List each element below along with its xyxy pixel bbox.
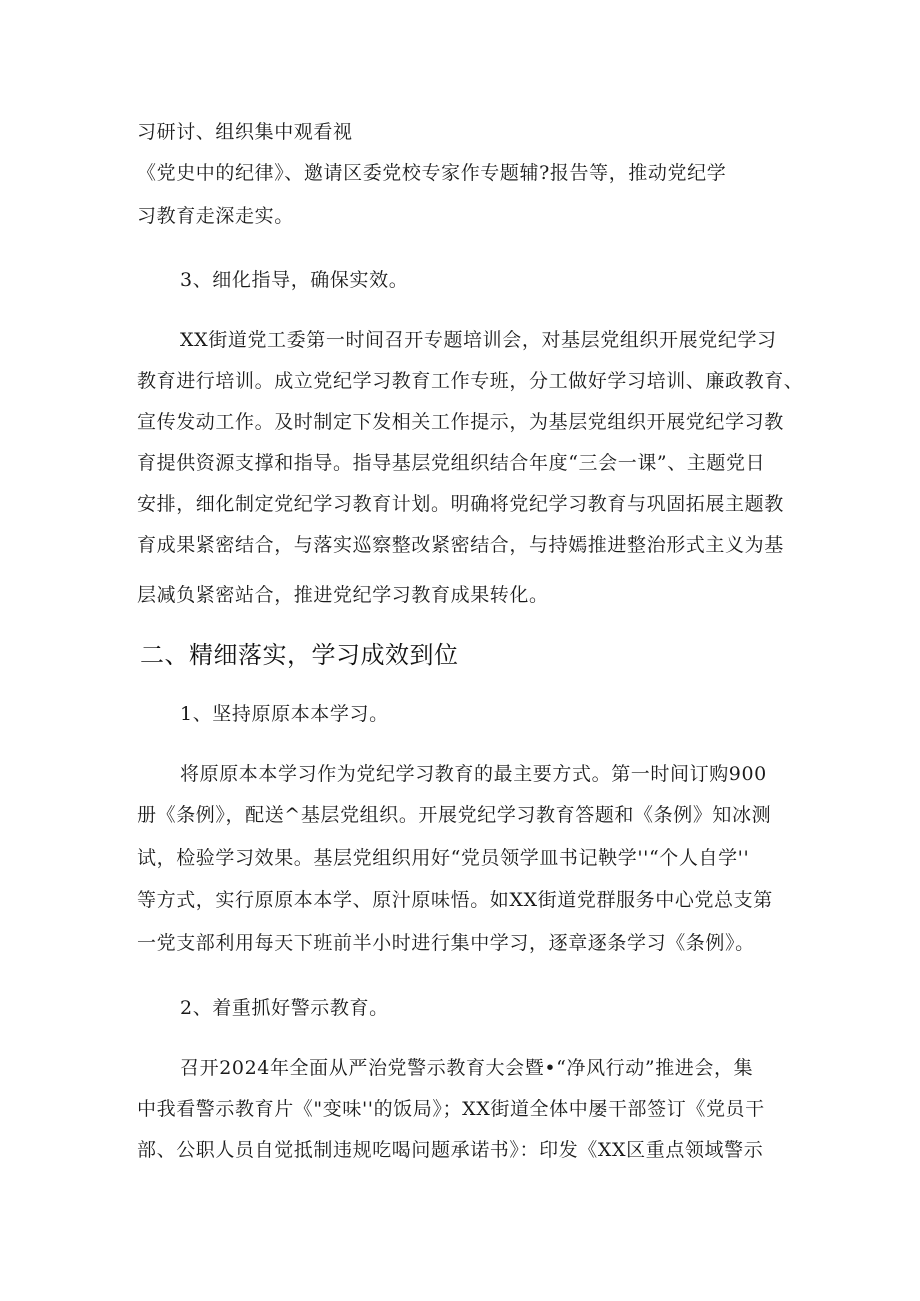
text-line: 习研讨、组织集中观看视 [137,121,353,143]
text-line: 将原原本本学习作为党纪学习教育的最主要方式。第一时间订购900 [180,763,767,785]
text-line: 《党史中的纪律》、邀请区委党校专家作专题辅?报告等，推动党纪学 [137,162,727,184]
text-line: 育提供资源支撑和指导。指导基层党组织结合年度“三会一课”、主题党日 [137,452,766,474]
item-heading: 2、着重抓好警示教育。 [180,997,389,1019]
text-line: 安排，细化制定党纪学习教育计划。明确将党纪学习教育与巩固拓展主题教 [137,493,784,515]
text-line: 育成果紧密结合，与落实巡察整改紧密结合，与持嫣推进整治形式主义为基 [137,534,784,556]
text-line: 试，检验学习效果。基层党组织用好“党员领学皿书记鞅学''“个人自学'' [137,847,750,869]
section-title: 二、精细落实，学习成效到位 [140,641,459,669]
text-line: 册《条例》，配送^基层党组织。开展党纪学习教育答题和《条例》知冰测 [137,804,772,826]
text-line: 一党支部利用每天下班前半小时进行集中学习，逐章逐条学习《条例》。 [137,932,755,954]
text-line: 召开2024年全面从严治党警示教育大会暨•“净风行动”推进会，集 [180,1057,754,1079]
text-line: 层减负紧密站合，推进党纪学习教育成果转化。 [137,584,549,606]
text-line: XX街道党工委第一时间召开专题培训会，对基层党组织开展党纪学习 [180,329,777,351]
text-line: 教育进行培训。成立党纪学习教育工作专班，分工做好学习培训、廉政教育、 [137,370,804,392]
text-line: 习教育走深走实。 [137,205,294,227]
text-line: 部、公职人员自觉抵制违规吃喝问题承诺书》：印发《XX区重点领域警示 [137,1139,764,1161]
text-line: 中我看警示教育片《"变味''的饭局》；XX街道全体中屡干部签订《党员干 [137,1098,765,1120]
item-heading: 1、坚持原原本本学习。 [180,703,389,725]
text-line: 宣传发动工作。及时制定下发相关工作提示，为基层党组织开展党纪学习教 [137,411,784,433]
text-line: 等方式，实行原原本本学、原汁原味悟。如XX街道党群服务中心党总支第 [137,889,773,911]
section-heading: 3、细化指导，确保实效。 [180,269,409,291]
